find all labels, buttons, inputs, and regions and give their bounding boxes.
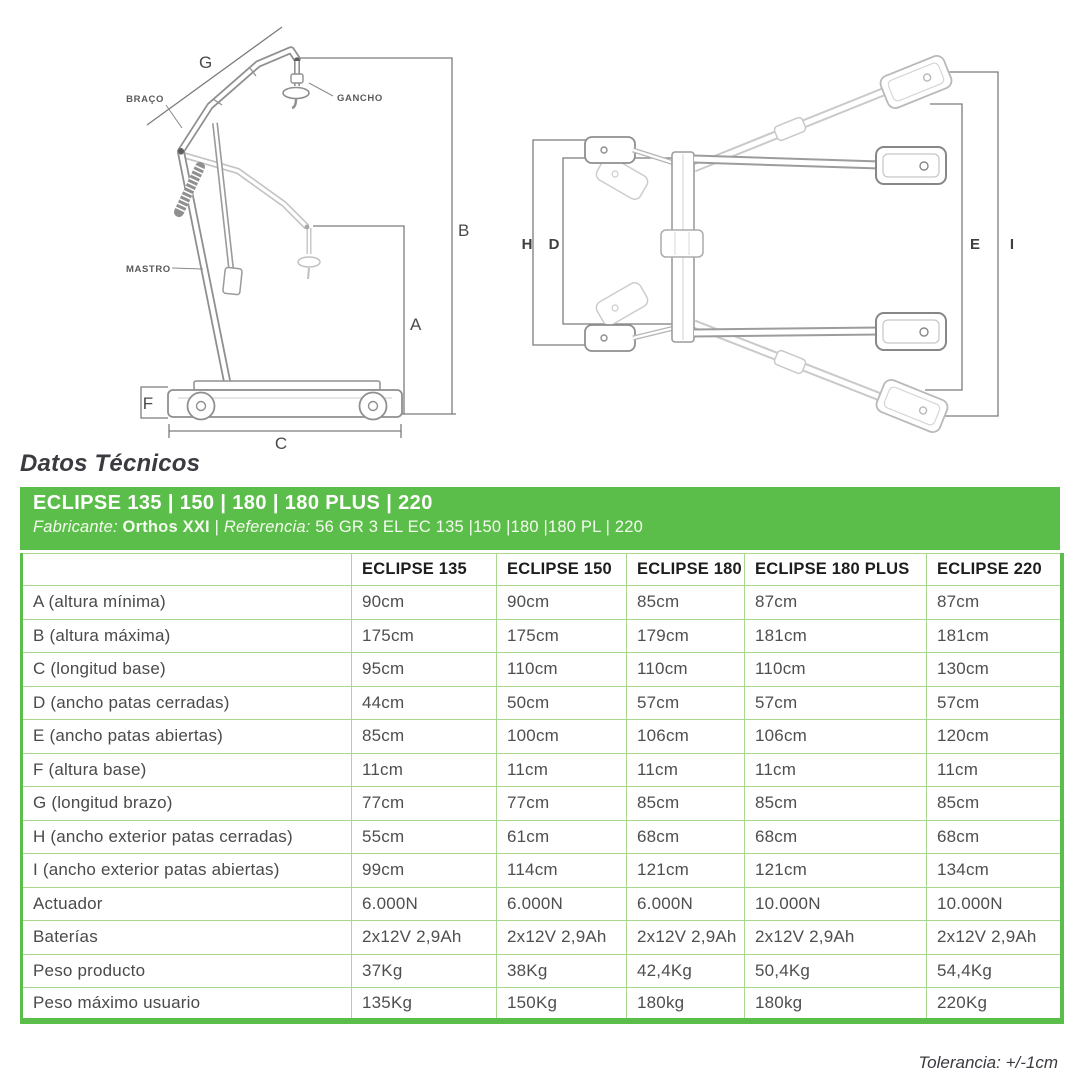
fabricante-value: Orthos XXI bbox=[122, 518, 210, 536]
value-cell: 6.000N bbox=[497, 887, 627, 921]
top-view bbox=[522, 54, 1015, 435]
closed-wheel-pad-bottom bbox=[876, 313, 946, 350]
legs-closed bbox=[694, 147, 946, 350]
table-row bbox=[22, 653, 1062, 687]
hook-label: GANCHO bbox=[337, 93, 383, 104]
row-label: Peso producto bbox=[22, 954, 352, 988]
row-label: Actuador bbox=[22, 887, 352, 921]
wheel-front bbox=[360, 393, 387, 420]
row-label-column-header bbox=[22, 554, 352, 586]
value-cell: 77cm bbox=[497, 787, 627, 821]
dim-label-d: D bbox=[548, 236, 560, 253]
table-row bbox=[22, 787, 1062, 821]
closed-wheel-pad-top bbox=[876, 147, 946, 184]
mast-label: MASTRO bbox=[126, 264, 171, 275]
row-label: Peso máximo usuario bbox=[22, 988, 352, 1022]
row-label: Baterías bbox=[22, 921, 352, 955]
value-cell: 87cm bbox=[745, 586, 927, 620]
value-cell: 175cm bbox=[497, 619, 627, 653]
value-cell: 37Kg bbox=[352, 954, 497, 988]
value-cell: 2x12V 2,9Ah bbox=[627, 921, 745, 955]
value-cell: 42,4Kg bbox=[627, 954, 745, 988]
value-cell: 179cm bbox=[627, 619, 745, 653]
table-row bbox=[22, 619, 1062, 653]
actuator bbox=[215, 123, 242, 295]
value-cell: 110cm bbox=[497, 653, 627, 687]
value-cell: 2x12V 2,9Ah bbox=[745, 921, 927, 955]
value-cell: 50cm bbox=[497, 686, 627, 720]
technical-diagram bbox=[0, 0, 1080, 452]
row-label: I (ancho exterior patas abiertas) bbox=[22, 854, 352, 888]
table-row bbox=[22, 988, 1062, 1022]
value-cell: 38Kg bbox=[497, 954, 627, 988]
spec-table-wrap bbox=[20, 553, 1060, 1024]
wheel-rear bbox=[188, 393, 215, 420]
row-label: C (longitud base) bbox=[22, 653, 352, 687]
value-cell: 61cm bbox=[497, 820, 627, 854]
table-row bbox=[22, 586, 1062, 620]
dim-label-e: E bbox=[969, 236, 981, 253]
table-row bbox=[22, 753, 1062, 787]
referencia-label: Referencia: bbox=[223, 518, 311, 536]
row-label: B (altura máxima) bbox=[22, 619, 352, 653]
table-row bbox=[22, 820, 1062, 854]
value-cell: 6.000N bbox=[627, 887, 745, 921]
value-cell: 2x12V 2,9Ah bbox=[352, 921, 497, 955]
open-wheel-pad-top bbox=[878, 54, 954, 111]
table-row bbox=[22, 854, 1062, 888]
row-label: A (altura mínima) bbox=[22, 586, 352, 620]
open-wheel-pad-bottom bbox=[874, 378, 950, 435]
value-cell: 57cm bbox=[745, 686, 927, 720]
value-cell: 68cm bbox=[745, 820, 927, 854]
value-cell: 57cm bbox=[627, 686, 745, 720]
value-cell: 114cm bbox=[497, 854, 627, 888]
value-cell: 11cm bbox=[927, 753, 1062, 787]
referencia-value: 56 GR 3 EL EC 135 |150 |180 |180 PL | 220 bbox=[315, 518, 644, 536]
value-cell: 10.000N bbox=[745, 887, 927, 921]
separator: | bbox=[214, 518, 220, 536]
value-cell: 90cm bbox=[497, 586, 627, 620]
page-title: Datos Técnicos bbox=[20, 450, 201, 477]
model-line: ECLIPSE 135 | 150 | 180 | 180 PLUS | 220 bbox=[33, 492, 433, 514]
value-cell: 54,4Kg bbox=[927, 954, 1062, 988]
table-row bbox=[22, 954, 1062, 988]
value-cell: 90cm bbox=[352, 586, 497, 620]
crossbar bbox=[661, 152, 703, 342]
table-row bbox=[22, 720, 1062, 754]
table-row bbox=[22, 686, 1062, 720]
value-cell: 57cm bbox=[927, 686, 1062, 720]
hook bbox=[283, 57, 309, 108]
value-cell: 181cm bbox=[745, 619, 927, 653]
value-cell: 87cm bbox=[927, 586, 1062, 620]
value-cell: 85cm bbox=[745, 787, 927, 821]
top-view-dimension-lines bbox=[533, 72, 998, 416]
arm-label: BRAÇO bbox=[126, 94, 164, 105]
model-column-header: ECLIPSE 220 bbox=[927, 554, 1062, 586]
value-cell: 85cm bbox=[627, 586, 745, 620]
value-cell: 121cm bbox=[627, 854, 745, 888]
value-cell: 2x12V 2,9Ah bbox=[927, 921, 1062, 955]
dim-label-f: F bbox=[142, 394, 154, 413]
value-cell: 55cm bbox=[352, 820, 497, 854]
dim-label-h: H bbox=[521, 236, 533, 253]
value-cell: 150Kg bbox=[497, 988, 627, 1022]
row-label: E (ancho patas abiertas) bbox=[22, 720, 352, 754]
dim-label-c: C bbox=[274, 434, 288, 452]
value-cell: 77cm bbox=[352, 787, 497, 821]
value-cell: 175cm bbox=[352, 619, 497, 653]
table-row bbox=[22, 887, 1062, 921]
table-header-row bbox=[22, 554, 1062, 586]
value-cell: 6.000N bbox=[352, 887, 497, 921]
value-cell: 220Kg bbox=[927, 988, 1062, 1022]
value-cell: 100cm bbox=[497, 720, 627, 754]
value-cell: 134cm bbox=[927, 854, 1062, 888]
base bbox=[168, 381, 402, 420]
value-cell: 68cm bbox=[927, 820, 1062, 854]
spec-table bbox=[20, 553, 1064, 1024]
fabricante-label: Fabricante: bbox=[33, 518, 118, 536]
value-cell: 180kg bbox=[627, 988, 745, 1022]
value-cell: 68cm bbox=[627, 820, 745, 854]
value-cell: 11cm bbox=[745, 753, 927, 787]
value-cell: 135Kg bbox=[352, 988, 497, 1022]
value-cell: 11cm bbox=[497, 753, 627, 787]
row-label: H (ancho exterior patas cerradas) bbox=[22, 820, 352, 854]
value-cell: 44cm bbox=[352, 686, 497, 720]
value-cell: 110cm bbox=[745, 653, 927, 687]
value-cell: 11cm bbox=[352, 753, 497, 787]
dim-label-g: G bbox=[199, 53, 213, 72]
table-row bbox=[22, 921, 1062, 955]
table-header-band bbox=[20, 487, 1060, 550]
arm-raised bbox=[178, 50, 297, 154]
value-cell: 106cm bbox=[627, 720, 745, 754]
value-cell: 10.000N bbox=[927, 887, 1062, 921]
value-cell: 50,4Kg bbox=[745, 954, 927, 988]
value-cell: 110cm bbox=[627, 653, 745, 687]
side-view bbox=[126, 27, 469, 452]
dim-label-i: I bbox=[1009, 236, 1015, 253]
legs-open-ghost bbox=[694, 54, 954, 435]
dim-label-b: B bbox=[458, 221, 470, 240]
row-label: G (longitud brazo) bbox=[22, 787, 352, 821]
value-cell: 181cm bbox=[927, 619, 1062, 653]
value-cell: 95cm bbox=[352, 653, 497, 687]
value-cell: 85cm bbox=[352, 720, 497, 754]
value-cell: 11cm bbox=[627, 753, 745, 787]
dim-label-a: A bbox=[410, 315, 422, 334]
row-label: F (altura base) bbox=[22, 753, 352, 787]
value-cell: 2x12V 2,9Ah bbox=[497, 921, 627, 955]
value-cell: 130cm bbox=[927, 653, 1062, 687]
value-cell: 106cm bbox=[745, 720, 927, 754]
tolerance-note: Tolerancia: +/-1cm bbox=[918, 1053, 1058, 1072]
value-cell: 121cm bbox=[745, 854, 927, 888]
model-column-header: ECLIPSE 150 bbox=[497, 554, 627, 586]
value-cell: 85cm bbox=[627, 787, 745, 821]
manufacturer-line bbox=[20, 515, 1060, 537]
value-cell: 99cm bbox=[352, 854, 497, 888]
model-column-header: ECLIPSE 180 PLUS bbox=[745, 554, 927, 586]
model-column-header: ECLIPSE 180 bbox=[627, 554, 745, 586]
row-label: D (ancho patas cerradas) bbox=[22, 686, 352, 720]
value-cell: 85cm bbox=[927, 787, 1062, 821]
value-cell: 120cm bbox=[927, 720, 1062, 754]
value-cell: 180kg bbox=[745, 988, 927, 1022]
model-column-header: ECLIPSE 135 bbox=[352, 554, 497, 586]
